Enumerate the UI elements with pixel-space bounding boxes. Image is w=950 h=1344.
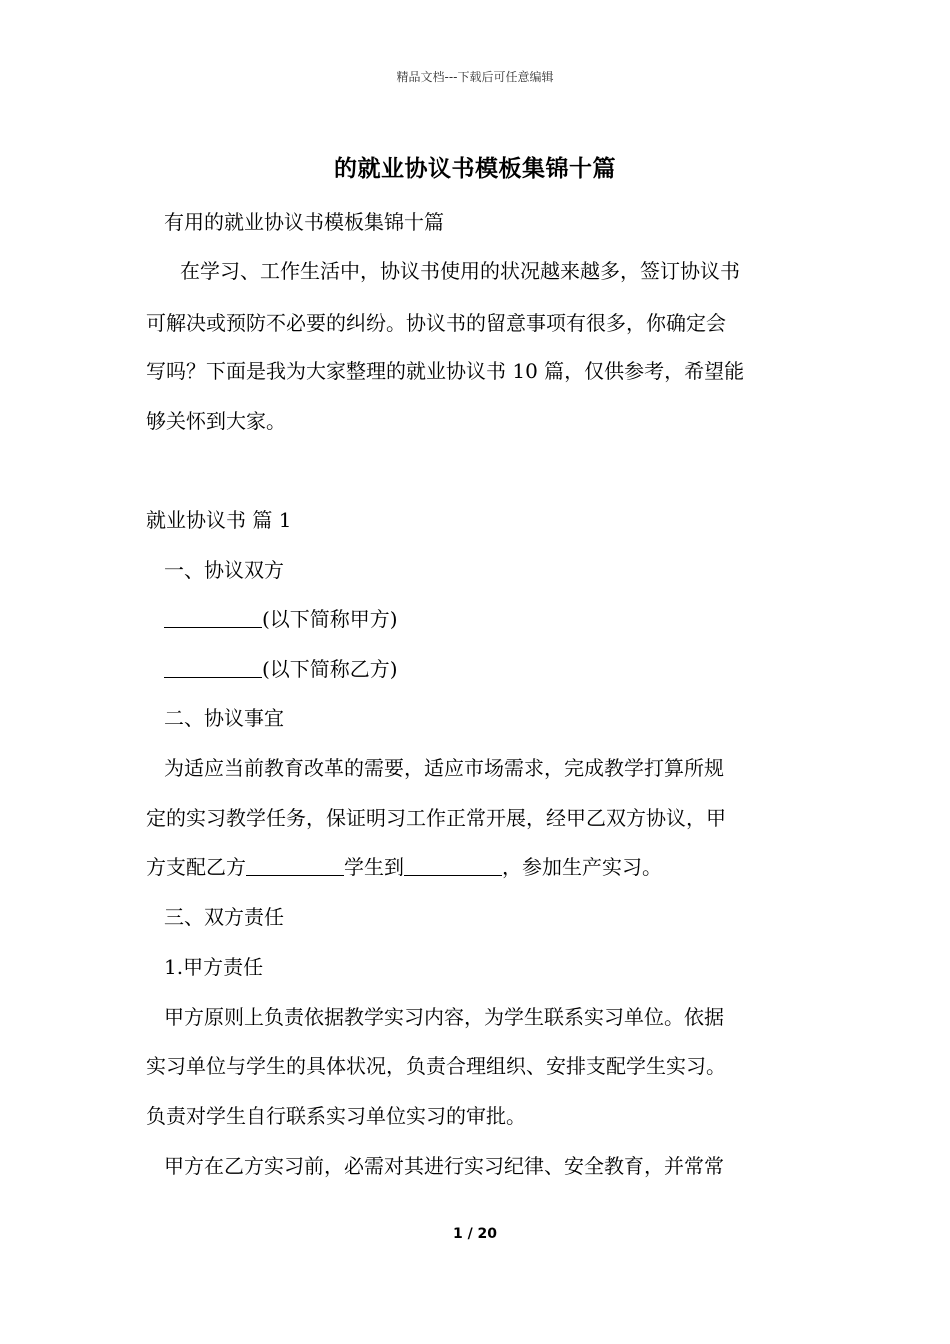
item-3-heading: 三、双方责任 (164, 905, 284, 929)
para2-line-2: 定的实习教学任务，保证明习工作正常开展，经甲乙双方协议，甲 (146, 806, 726, 830)
para2-text-b: 学生到 (344, 855, 404, 879)
item-3-1-heading: 1.甲方责任 (164, 955, 264, 979)
para3-line-1: 甲方原则上负责依据教学实习内容，为学生联系实习单位。依据 (164, 1005, 724, 1029)
blank-line (164, 657, 262, 678)
blank-line (164, 607, 262, 628)
intro-line-2: 可解决或预防不必要的纠纷。协议书的留意事项有很多，你确定会 (146, 311, 726, 335)
para2-text-a: 方支配乙方 (146, 855, 246, 879)
para4-line-1: 甲方在乙方实习前，必需对其进行实习纪律、安全教育，并常常 (164, 1154, 724, 1178)
party-b-label: (以下简称乙方) (262, 657, 398, 681)
item-2-heading: 二、协议事宜 (164, 706, 284, 730)
page-header: 精品文档---下载后可任意编辑 (396, 70, 554, 84)
blank-line (246, 855, 344, 876)
intro-line-4: 够关怀到大家。 (146, 409, 286, 433)
party-a-line (164, 605, 398, 633)
para2-text-c: ，参加生产实习。 (502, 855, 662, 879)
subtitle: 有用的就业协议书模板集锦十篇 (164, 210, 444, 234)
intro-line-1: 在学习、工作生活中，协议书使用的状况越来越多，签订协议书 (180, 259, 740, 283)
blank-line (404, 855, 502, 876)
party-a-label: (以下简称甲方) (262, 607, 398, 631)
para3-line-2: 实习单位与学生的具体状况，负责合理组织、安排支配学生实习。 (146, 1054, 726, 1078)
page-number: 1 / 20 (452, 1226, 498, 1242)
para2-line-3 (146, 853, 662, 881)
intro-line-3: 写吗？下面是我为大家整理的就业协议书 10 篇，仅供参考，希望能 (146, 359, 745, 383)
para2-line-1: 为适应当前教育改革的需要，适应市场需求，完成教学打算所规 (164, 756, 724, 780)
party-b-line (164, 655, 398, 683)
section-heading: 就业协议书 篇 1 (146, 508, 292, 532)
item-1-heading: 一、协议双方 (164, 558, 284, 582)
document-title: 的就业协议书模板集锦十篇 (334, 155, 616, 182)
para3-line-3: 负责对学生自行联系实习单位实习的审批。 (146, 1104, 526, 1128)
